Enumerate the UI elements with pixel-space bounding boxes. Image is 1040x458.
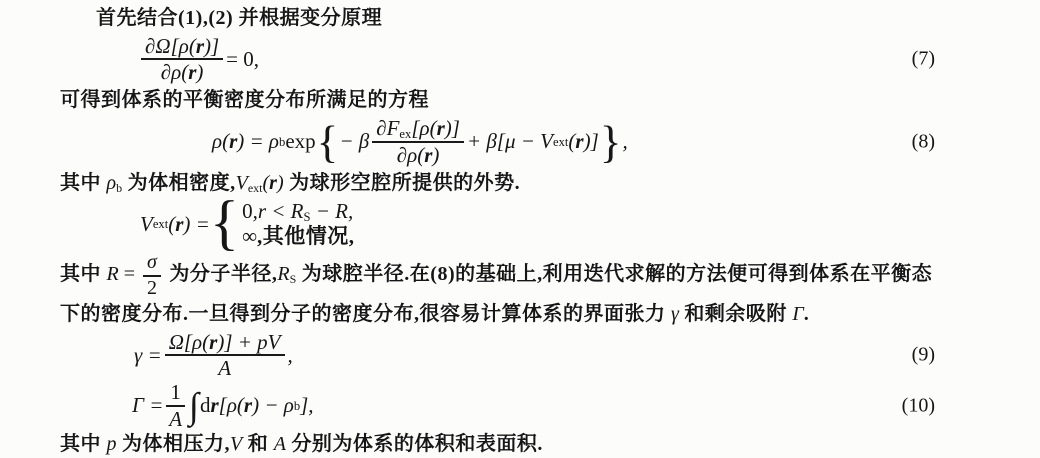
- equation-9: [60, 331, 935, 380]
- fraction: $\frac{\sigma}{2}$: [143, 252, 161, 299]
- subscript: ex: [399, 127, 412, 142]
- equation-8-body: ρ( r ) = ρ b exp { − β $\frac{\partial F_{ex}[\rho(r)]}{\partial\rho(r)}$ + β[μ − V ext ( r )] } ,: [212, 116, 628, 167]
- fraction: $\frac{\partial\Omega[\rho(r)]}{\partial\rho(r)}$: [141, 35, 223, 84]
- equation-10: [60, 381, 935, 430]
- equation-vext-body: V ext ( r ) = { $0,r < R_S - R$, ∞,其他情况,: [140, 190, 355, 258]
- curly-brace: {: [209, 190, 240, 258]
- subscript: S: [289, 272, 297, 287]
- equation-number-10: (10): [901, 394, 935, 417]
- equation-8: [60, 115, 935, 169]
- fraction: $\frac{1}{A}$: [166, 381, 185, 430]
- equation-number-7: (7): [911, 47, 935, 70]
- subscript: b: [116, 180, 123, 195]
- piecewise-brace: { $0,r < R_S - R$, ∞,其他情况,: [209, 190, 355, 258]
- equation-number-8: (8): [911, 130, 935, 153]
- equation-10-body: Γ = $\frac{1}{A}$ ∫ d r [ρ( r ) − ρ b ],: [132, 380, 314, 431]
- subscript: ext: [247, 180, 263, 195]
- paragraph-pressure: 其中 p 为体相压力,V 和 A 分别为体系的体积和表面积.: [60, 433, 543, 456]
- paragraph-after-eq7: 可得到体系的平衡密度分布所满足的方程: [60, 89, 429, 112]
- fraction: $\frac{\Omega[\rho(r)] + pV}{A}$: [165, 331, 285, 380]
- subscript: S: [303, 209, 311, 224]
- equation-7-body: $\frac{\partial\Omega[\rho(r)]}{\partial\rho(r)}$ = 0,: [138, 35, 259, 84]
- equation-vext: [60, 190, 935, 258]
- paragraph-bulk-density: 其中 $\rho_b$ 为体相密度$,V_{ext}(r)$ 为球形空腔所提供的外势.: [60, 171, 521, 195]
- paragraph-intro: 首先结合(1),(2) 并根据变分原理: [96, 7, 383, 29]
- equation-number-9: (9): [911, 343, 935, 366]
- equation-9-body: γ = $\frac{\Omega[\rho(r)] + pV}{A}$ ,: [134, 329, 293, 381]
- paragraph-radius: 其中 R = $\frac{\sigma}{2}$ 为分子半径$,R_S$ 为球腔半径.在(8)的基础上,利用迭代求解的方法便可得到体系在平衡态下的密度分布.一旦得到分子的密度分布,很容易计算体系的界面张力 γ 和剩余吸附 Γ.: [60, 251, 933, 326]
- equation-7: [60, 32, 935, 86]
- fraction: $\frac{\partial F_{ex}[\rho(r)]}{\partial\rho(r)}$: [372, 117, 464, 166]
